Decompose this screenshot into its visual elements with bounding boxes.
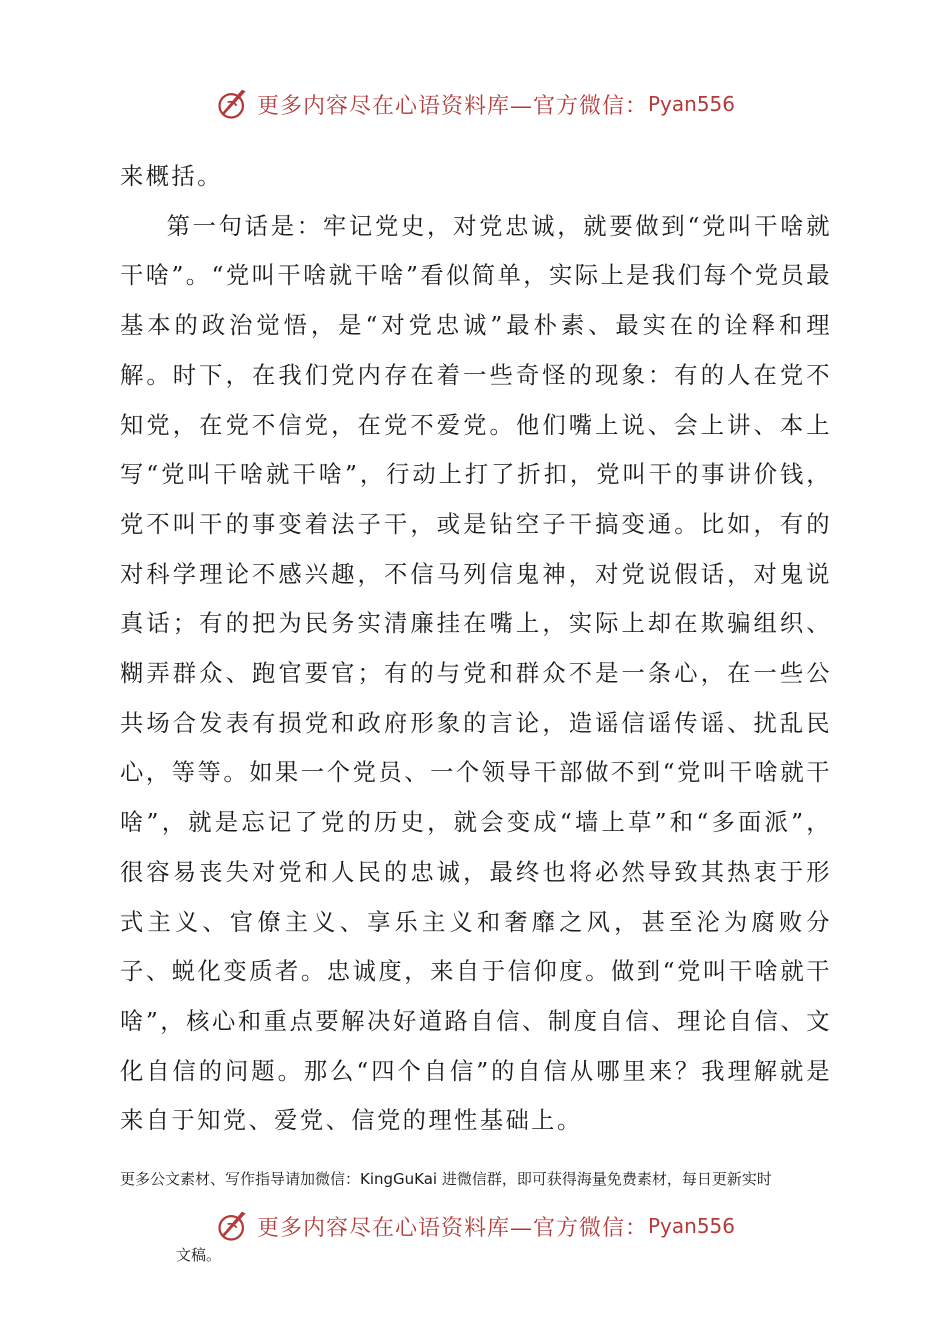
watermark-handle: Pyan556 — [648, 1214, 736, 1238]
main-paragraph: 第一句话是：牢记党史，对党忠诚，就要做到“党叫干啥就干啥”。“党叫干啥就干啥”看似简单，实际上是我们每个党员最基本的政治觉悟，是“对党忠诚”最朴素、最实在的诠释和理解。时下，在我们党内存在着一些奇怪的现象：有的人在党不知党，在党不信党，在党不爱党。他们嘴上说、会上讲、本上写“党叫干啥就干啥”，行动上打了折扣，党叫干的事讲价钱，党不叫干的事变着法子干，或是钻空子干搞变通。比如，有的对科学理论不感兴趣，不信马列信鬼神，对党说假话，对鬼说真话；有的把为民务实清廉挂在嘴上，实际上却在欺骗组织、糊弄群众、跑官要官；有的与党和群众不是一条心，在一些公共场合发表有损党和政府形象的言论，造谣信谣传谣、扰乱民心，等等。如果一个党员、一个领导干部做不到“党叫干啥就干啥”，就是忘记了党的历史，就会变成“墙上草”和“多面派”，很容易丧失对党和人民的忠诚，最终也将必然导致其热衷于形式主义、官僚主义、享乐主义和奢靡之风，甚至沦为腐败分子、蜕化变质者。忠诚度，来自于信仰度。做到“党叫干啥就干啥”，核心和重点要解决好道路自信、制度自信、理论自信、文化自信的问题。那么“四个自信”的自信从哪里来？我理解就是来自于知党、爱党、信党的理性基础上。 — [120, 212, 832, 1135]
watermark-text: 更多内容尽在心语资料库—官方微信： — [256, 93, 648, 119]
watermark-banner-bottom — [0, 1206, 950, 1246]
footer-note-continued: 文稿。 — [176, 1246, 222, 1264]
watermark-handle: Pyan556 — [648, 92, 736, 116]
quill-logo-icon — [215, 1208, 251, 1244]
continuation-text: 来概括。 — [120, 163, 223, 190]
document-body — [120, 152, 832, 1146]
watermark-text: 更多内容尽在心语资料库—官方微信： — [256, 1215, 648, 1241]
watermark-banner — [0, 84, 950, 124]
footer-note: 更多公文素材、写作指导请加微信：KingGuKai 进微信群，即可获得海量免费素材，每日更新实时 — [120, 1170, 772, 1188]
quill-logo-icon — [215, 86, 251, 122]
